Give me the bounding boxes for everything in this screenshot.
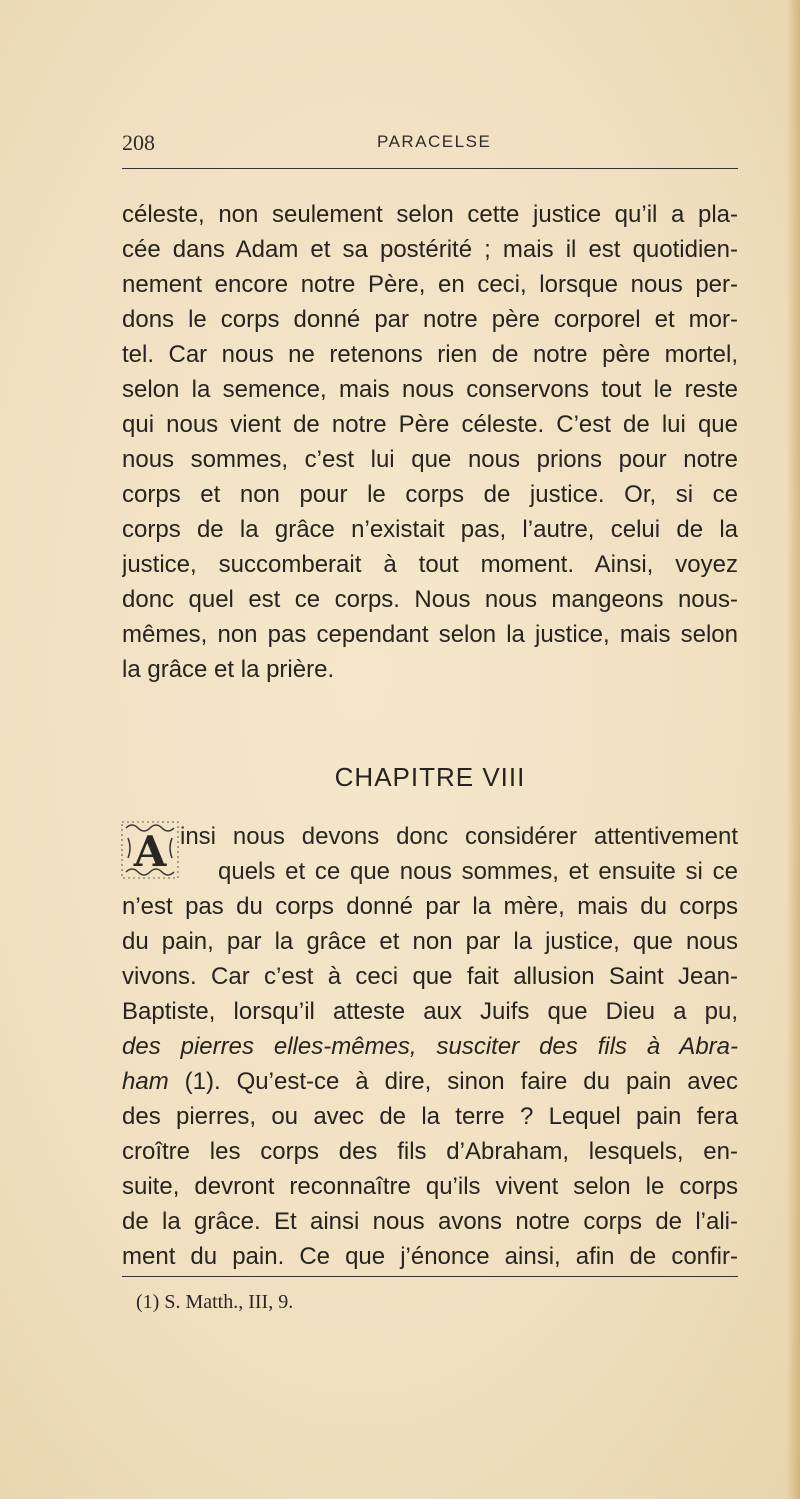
text-line: n’est pas du corps donné par la mère, mais du corps [122,893,738,920]
text-fragment: (1). Qu’est-ce à dire, sinon faire du pain avec [168,1068,738,1095]
text-line: insi nous devons donc considérer attentivement [180,823,738,850]
text-line: qui nous vient de notre Père céleste. C’est de lui que [122,411,738,438]
ornament-letter-icon [120,818,180,882]
text-line: nous sommes, c’est lui que nous prions pour notre [122,446,738,473]
paragraph-2 [122,889,738,1274]
page-edge [786,0,800,1499]
text-line: du pain, par la grâce et non par la justice, que nous [122,928,738,955]
text-line: tel. Car nous ne retenons rien de notre père mortel, [122,341,738,368]
text-line [122,1064,738,1099]
text-line: corps de la grâce n’existait pas, l’autre, celui de la [122,516,738,543]
page-number: 208 [122,130,155,155]
drop-cap-letter: A [133,827,167,876]
italic-text-line: des pierres elles-mêmes, susciter des fils à Abra- [122,1033,738,1060]
text-line: ment du pain. Ce que j’énonce ainsi, afin de confir- [122,1243,738,1270]
text-line: donc quel est ce corps. Nous nous mangeons nous- [122,586,738,613]
text-line: Baptiste, lorsqu’il atteste aux Juifs que Dieu a pu, [122,998,738,1025]
text-line: vivons. Car c’est à ceci que fait allusion Saint Jean- [122,963,738,990]
italic-word: ham [122,1068,169,1095]
text-line: corps et non pour le corps de justice. Or, si ce [122,481,738,508]
text-line: croître les corps des fils d’Abraham, lesquels, en- [122,1138,738,1165]
text-line: la grâce et la prière. [122,656,335,683]
text-line: suite, devront reconnaître qu’ils vivent selon le corps [122,1173,738,1200]
text-line: mêmes, non pas cependant selon la justice, mais selon [122,621,738,648]
text-line: céleste, non seulement selon cette justice qu’il a pla- [122,201,738,228]
paragraph-1 [122,197,738,687]
text-line: nement encore notre Père, en ceci, lorsque nous per- [122,271,738,298]
header-rule [122,168,738,169]
text-line: de la grâce. Et ainsi nous avons notre corps de l’ali- [122,1208,738,1235]
footnote-rule [122,1276,738,1277]
text-line: cée dans Adam et sa postérité ; mais il est quotidien- [122,236,738,263]
drop-cap-ornament [120,818,180,882]
text-line: dons le corps donné par notre père corporel et mor- [122,306,738,333]
paragraph-2-opening [180,819,738,889]
text-line: selon la semence, mais nous conservons tout le reste [122,376,738,403]
text-line: justice, succomberait à tout moment. Ainsi, voyez [122,551,738,578]
footnote: (1) S. Matth., III, 9. [136,1291,294,1313]
chapter-title: CHAPITRE VIII [334,762,526,792]
running-head: PARACELSE [377,132,492,151]
text-line: quels et ce que nous sommes, et ensuite si ce [218,858,738,885]
page-header [122,130,738,160]
text-line: des pierres, ou avec de la terre ? Lequel pain fera [122,1103,738,1130]
